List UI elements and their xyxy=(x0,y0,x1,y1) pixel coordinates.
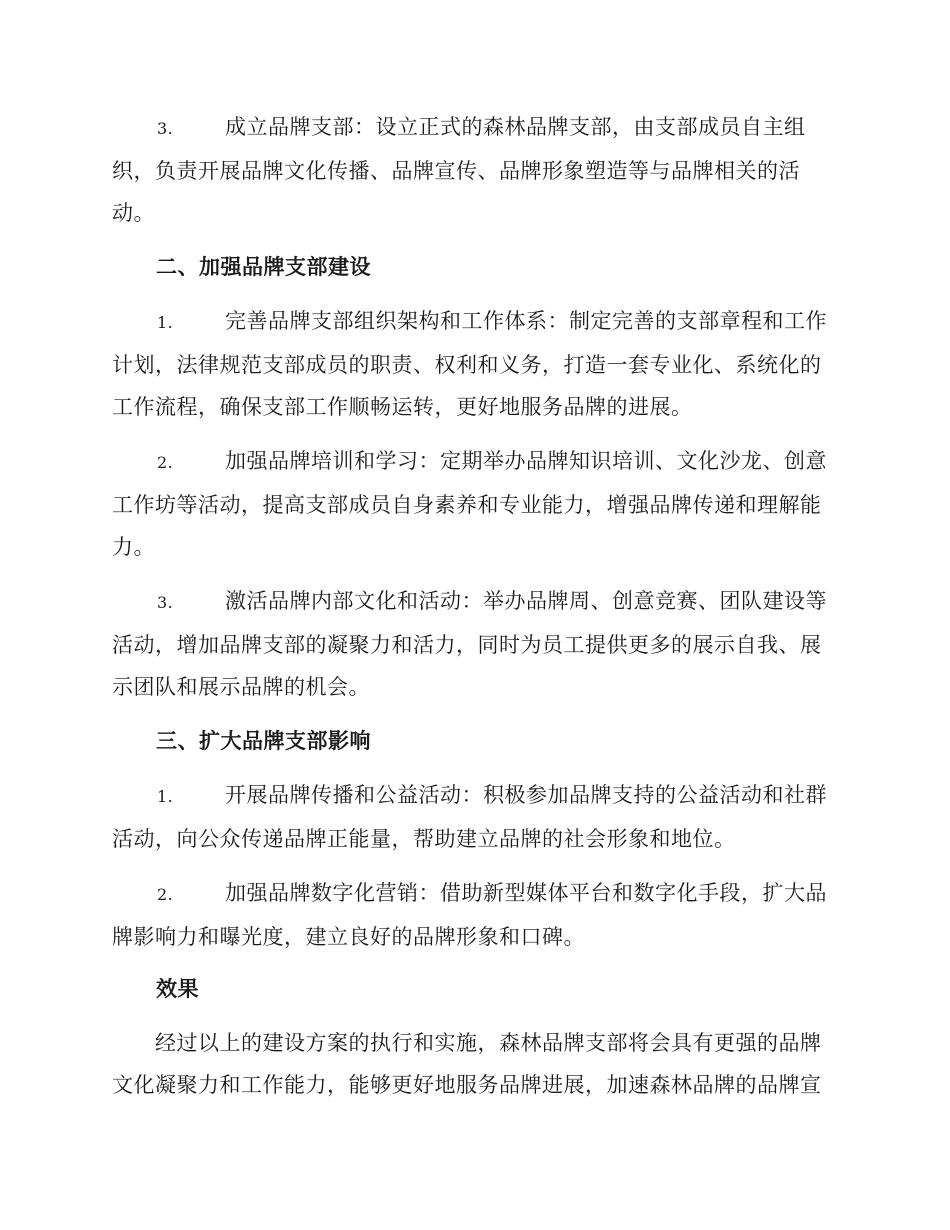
list-number: 2. xyxy=(157,885,174,904)
list-item-first-line xyxy=(112,872,836,916)
list-item-line: 力。 xyxy=(112,535,155,559)
list-item-first-line xyxy=(112,106,836,150)
list-item xyxy=(112,300,836,428)
list-item-line: 工作坊等活动，提高支部成员自身素养和专业能力，增强品牌传递和理解能 xyxy=(112,493,822,517)
list-item-text: 成立品牌支部：设立正式的森林品牌支部，由支部成员自主组 xyxy=(225,115,806,139)
list-item-line: 活动，向公众传递品牌正能量，帮助建立品牌的社会形象和地位。 xyxy=(112,827,736,851)
list-item xyxy=(112,872,836,958)
list-item-text: 开展品牌传播和公益活动：积极参加品牌支持的公益活动和社群 xyxy=(225,783,827,807)
section-heading: 效果 xyxy=(156,977,199,1001)
list-item-line: 活动，增加品牌支部的凝聚力和活力，同时为员工提供更多的展示自我、展 xyxy=(112,633,822,657)
list-item-first-line xyxy=(112,580,836,624)
list-number: 1. xyxy=(157,787,174,806)
list-item xyxy=(112,106,836,234)
list-item-line: 计划，法律规范支部成员的职责、权利和义务，打造一套专业化、系统化的 xyxy=(112,353,822,377)
list-item-text: 完善品牌支部组织架构和工作体系：制定完善的支部章程和工作 xyxy=(225,309,827,333)
section-heading: 三、扩大品牌支部影响 xyxy=(156,729,371,753)
paragraph-line: 经过以上的建设方案的执行和实施，森林品牌支部将会具有更强的品牌 xyxy=(155,1031,822,1055)
list-item-line: 织，负责开展品牌文化传播、品牌宣传、品牌形象塑造等与品牌相关的活 xyxy=(112,159,800,183)
list-item-line: 示团队和展示品牌的机会。 xyxy=(112,675,370,699)
list-number: 1. xyxy=(157,313,174,332)
list-item-text: 加强品牌培训和学习：定期举办品牌知识培训、文化沙龙、创意 xyxy=(225,449,827,473)
list-number: 3. xyxy=(157,593,174,612)
list-item-line: 动。 xyxy=(112,201,155,225)
list-item-line: 工作流程，确保支部工作顺畅运转，更好地服务品牌的进展。 xyxy=(112,395,693,419)
list-number: 3. xyxy=(157,119,174,138)
list-item-first-line xyxy=(112,440,836,484)
list-item-text: 加强品牌数字化营销：借助新型媒体平台和数字化手段，扩大品 xyxy=(225,881,827,905)
list-number: 2. xyxy=(157,453,174,472)
list-item xyxy=(112,580,836,708)
list-item-text: 激活品牌内部文化和活动：举办品牌周、创意竞赛、团队建设等 xyxy=(225,589,827,613)
list-item-first-line xyxy=(112,300,836,344)
body-paragraph xyxy=(112,1022,836,1106)
list-item-line: 牌影响力和曝光度，建立良好的品牌形象和口碑。 xyxy=(112,925,585,949)
list-item xyxy=(112,774,836,860)
list-item-first-line xyxy=(112,774,836,818)
paragraph-line: 文化凝聚力和工作能力，能够更好地服务品牌进展，加速森林品牌的品牌宣 xyxy=(112,1073,822,1097)
section-heading: 二、加强品牌支部建设 xyxy=(156,255,371,279)
list-item xyxy=(112,440,836,568)
